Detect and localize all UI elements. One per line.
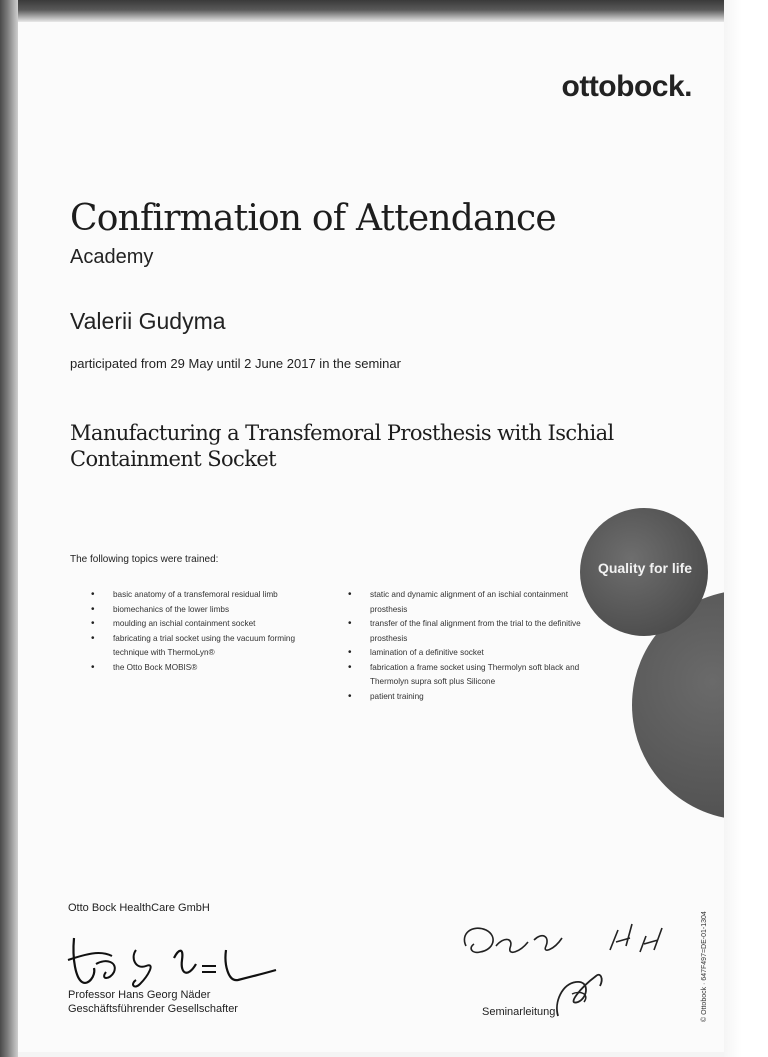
signer-name: Professor Hans Georg Näder (68, 989, 211, 1001)
list-item: • fabrication a frame socket using Thermolyn soft black and Thermolyn supra soft plus Silicone (348, 661, 598, 690)
company-name: Otto Bock HealthCare GmbH (68, 902, 210, 914)
list-item: • moulding an ischial containment socket (91, 617, 331, 632)
signer-title: Geschäftsführender Gesellschafter (68, 1003, 238, 1015)
certificate-title: Confirmation of Attendance (70, 198, 556, 239)
quality-slogan: Quality for life (597, 560, 693, 576)
document-id: © Ottobock · 647F497=DE-01-1304 (701, 911, 708, 1022)
topics-list-left (91, 588, 331, 675)
list-item: • fabricating a trial socket using the vacuum forming technique with ThermoLyn® (91, 632, 331, 661)
participation-text: participated from 29 May until 2 June 2017 in the seminar (70, 356, 401, 371)
seminar-lead-label: Seminarleitung (482, 1006, 556, 1018)
scan-left-edge (0, 0, 18, 1057)
certificate-page (18, 22, 724, 1052)
list-item: • static and dynamic alignment of an ischial containment prosthesis (348, 588, 598, 617)
list-item: • the Otto Bock MOBIS® (91, 661, 331, 676)
signer-block (68, 988, 238, 1016)
list-item: • patient training (348, 690, 598, 705)
certificate-subtitle: Academy (70, 246, 154, 268)
list-item: • basic anatomy of a transfemoral residual limb (91, 588, 331, 603)
topics-heading: The following topics were trained: (70, 554, 219, 565)
list-item: • lamination of a definitive socket (348, 646, 598, 661)
scan-top-edge (0, 0, 768, 22)
participant-name: Valerii Gudyma (70, 308, 226, 334)
list-item: • biomechanics of the lower limbs (91, 603, 331, 618)
ottobock-logo: ottobock. (561, 70, 692, 103)
seminar-title: Manufacturing a Transfemoral Prosthesis with Ischial Containment Socket (70, 421, 614, 471)
scan-right-margin (724, 0, 768, 1057)
signature-left-icon (66, 920, 306, 990)
topics-list-right (348, 588, 598, 704)
list-item: • transfer of the final alignment from the trial to the definitive prosthesis (348, 617, 598, 646)
